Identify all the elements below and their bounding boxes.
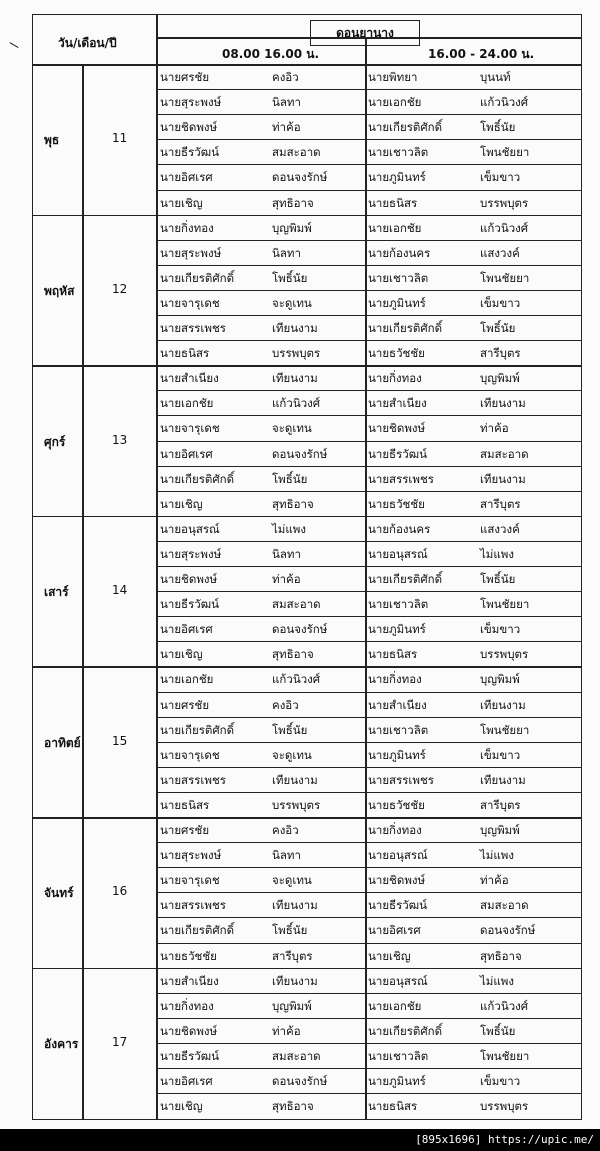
- staff-first-name: นายจารุเดช: [160, 295, 220, 310]
- staff-last-name: เทียนงาม: [272, 898, 318, 913]
- staff-first-name: นายเกียรติศักดิ์: [368, 120, 443, 135]
- staff-first-name: นายธนิสร: [368, 195, 418, 210]
- staff-last-name: จะดูเทน: [272, 295, 312, 310]
- row-line: [156, 867, 582, 868]
- staff-first-name: นายเชาวลิต: [368, 722, 429, 737]
- staff-first-name: นายเชิญ: [160, 647, 203, 662]
- staff-first-name: นายเกียรติศักดิ์: [160, 923, 235, 938]
- date-label: 16: [112, 884, 128, 899]
- staff-last-name: นิลทา: [272, 546, 301, 561]
- staff-last-name: ท่าค้อ: [480, 421, 509, 436]
- staff-last-name: สมสะอาด: [272, 145, 321, 160]
- staff-last-name: สมสะอาด: [272, 597, 321, 612]
- staff-last-name: ดอนจงรักษ์: [272, 170, 328, 185]
- staff-first-name: นายเชิญ: [160, 1099, 203, 1114]
- staff-last-name: โพธิ์นัย: [480, 1023, 516, 1038]
- staff-last-name: สารีบุตร: [480, 797, 521, 812]
- staff-last-name: จะดูเทน: [272, 421, 312, 436]
- staff-first-name: นายสำเนียง: [160, 973, 219, 988]
- staff-last-name: ดอนจงรักษ์: [272, 446, 328, 461]
- day-label: เสาร์: [44, 585, 69, 600]
- staff-last-name: แก้วนิวงศ์: [480, 95, 529, 110]
- staff-first-name: นายเอกชัย: [160, 396, 214, 411]
- day-label: ศุกร์: [44, 434, 66, 449]
- staff-first-name: นายชิดพงษ์: [160, 572, 218, 586]
- staff-first-name: นายสำเนียง: [368, 697, 427, 712]
- staff-first-name: นายเอกชัย: [160, 672, 214, 687]
- staff-first-name: นายศรชัย: [160, 697, 210, 712]
- staff-first-name: นายกิ่งทอง: [368, 371, 422, 386]
- row-line: [156, 842, 582, 843]
- staff-first-name: นายอนุสรณ์: [368, 848, 428, 863]
- staff-first-name: นายก้องนคร: [368, 245, 431, 260]
- staff-last-name: เทียนงาม: [272, 321, 318, 335]
- staff-first-name: นายภูมินทร์: [368, 622, 426, 637]
- staff-last-name: เทียนงาม: [272, 973, 318, 988]
- staff-first-name: นายสุระพงษ์: [160, 245, 222, 260]
- row-line: [156, 290, 582, 291]
- staff-last-name: จะดูเทน: [272, 873, 312, 888]
- staff-last-name: บรรพบุตร: [272, 797, 321, 812]
- staff-last-name: โพนชัยยา: [480, 722, 530, 737]
- staff-last-name: บรรพบุตร: [272, 346, 321, 361]
- staff-last-name: บุญพิมพ์: [272, 998, 312, 1013]
- staff-first-name: นายกิ่งทอง: [368, 672, 422, 687]
- staff-first-name: นายพิทยา: [368, 70, 418, 84]
- staff-last-name: เทียนงาม: [480, 772, 526, 787]
- staff-first-name: นายธนิสร: [368, 1099, 418, 1114]
- staff-last-name: โพธิ์นัย: [272, 722, 308, 737]
- row-line: [156, 89, 582, 90]
- staff-first-name: นายเอกชัย: [368, 95, 422, 110]
- row-line: [156, 566, 582, 567]
- row-line: [156, 390, 582, 391]
- row-line: [156, 591, 582, 592]
- staff-last-name: เข็มขาว: [480, 622, 521, 637]
- staff-last-name: แสงวงค์: [480, 245, 520, 260]
- staff-first-name: นายจารุเดช: [160, 873, 220, 888]
- date-label: 14: [112, 583, 128, 598]
- staff-first-name: นายภูมินทร์: [368, 170, 426, 185]
- staff-first-name: นายสรรเพชร: [368, 772, 434, 787]
- staff-first-name: นายเชาวลิต: [368, 145, 429, 160]
- staff-first-name: นายกิ่งทอง: [160, 998, 214, 1013]
- header-bottom-line: [32, 64, 582, 66]
- staff-first-name: นายศรชัย: [160, 70, 210, 84]
- shift2-header: 16.00 - 24.00 น.: [428, 47, 535, 61]
- day-label: พฤหัส: [44, 283, 75, 298]
- staff-last-name: แก้วนิวงศ์: [480, 998, 529, 1013]
- row-line: [156, 466, 582, 467]
- staff-last-name: เทียนงาม: [272, 772, 318, 787]
- staff-first-name: นายจารุเดช: [160, 747, 220, 762]
- staff-last-name: โพนชัยยา: [480, 1048, 530, 1063]
- staff-last-name: ดอนจงรักษ์: [480, 923, 536, 938]
- staff-first-name: นายธนิสร: [160, 346, 210, 361]
- day-label: อังคาร: [44, 1036, 79, 1051]
- staff-last-name: ไม่แพง: [480, 848, 514, 863]
- row-line: [156, 1043, 582, 1044]
- group-separator: [32, 666, 582, 668]
- staff-first-name: นายศรชัย: [160, 823, 210, 837]
- staff-last-name: แก้วนิวงศ์: [272, 672, 321, 687]
- shift1-header: 08.00 16.00 น.: [222, 47, 320, 61]
- staff-first-name: นายธวัชชัย: [368, 496, 425, 511]
- staff-first-name: นายเอกชัย: [368, 220, 422, 235]
- staff-first-name: นายภูมินทร์: [368, 295, 426, 310]
- location-title: ดอนยานาง: [310, 20, 420, 46]
- shift-divider: [365, 37, 367, 1120]
- staff-last-name: สุทธิอาจ: [272, 195, 314, 210]
- day-date-divider: [82, 64, 84, 1120]
- staff-last-name: โพธิ์นัย: [272, 923, 308, 938]
- staff-first-name: นายอนุสรณ์: [368, 546, 428, 561]
- staff-last-name: ท่าค้อ: [272, 572, 301, 586]
- staff-first-name: นายอิศเรศ: [160, 1074, 213, 1088]
- staff-last-name: นิลทา: [272, 245, 301, 260]
- staff-last-name: ท่าค้อ: [272, 1023, 301, 1038]
- staff-last-name: สารีบุตร: [272, 948, 313, 963]
- staff-last-name: ไม่แพง: [272, 521, 306, 536]
- date-label: 11: [112, 131, 128, 146]
- staff-first-name: นายเชิญ: [368, 948, 411, 963]
- day-label: จันทร์: [44, 886, 74, 901]
- staff-last-name: โพนชัยยา: [480, 270, 530, 285]
- staff-last-name: สารีบุตร: [480, 496, 521, 511]
- staff-last-name: แสงวงค์: [480, 521, 520, 536]
- staff-first-name: นายจารุเดช: [160, 421, 220, 436]
- staff-first-name: นายอิศเรศ: [160, 446, 213, 461]
- row-line: [156, 692, 582, 693]
- staff-last-name: บุญพิมพ์: [480, 371, 520, 386]
- row-line: [156, 240, 582, 241]
- date-label: 13: [112, 432, 128, 447]
- staff-last-name: นิลทา: [272, 95, 301, 110]
- staff-last-name: สมสะอาด: [272, 1048, 321, 1063]
- staff-first-name: นายเกียรติศักดิ์: [368, 572, 443, 586]
- staff-first-name: นายเชิญ: [160, 496, 203, 511]
- staff-first-name: นายสรรเพชร: [160, 898, 226, 913]
- staff-first-name: นายธนิสร: [368, 647, 418, 662]
- staff-last-name: บรรพบุตร: [480, 195, 529, 210]
- staff-last-name: โพธิ์นัย: [480, 321, 516, 335]
- row-line: [156, 164, 582, 165]
- staff-last-name: สารีบุตร: [480, 346, 521, 361]
- row-line: [156, 190, 582, 191]
- staff-first-name: นายเอกชัย: [368, 998, 422, 1013]
- staff-first-name: นายธวัชชัย: [160, 948, 217, 963]
- column-header-date: วัน/เดือน/ปี: [58, 36, 117, 50]
- group-separator: [32, 365, 582, 367]
- row-line: [156, 1018, 582, 1019]
- staff-first-name: นายเกียรติศักดิ์: [368, 321, 443, 335]
- day-label: พุธ: [44, 133, 60, 148]
- staff-last-name: บุนนท์: [480, 70, 511, 84]
- staff-last-name: บุญพิมพ์: [480, 823, 520, 837]
- staff-last-name: ดอนจงรักษ์: [272, 1074, 328, 1088]
- row-line: [156, 491, 582, 492]
- staff-first-name: นายเชาวลิต: [368, 270, 429, 285]
- staff-first-name: นายสรรเพชร: [368, 471, 434, 486]
- staff-last-name: เข็มขาว: [480, 1074, 521, 1088]
- staff-first-name: นายธวัชชัย: [368, 797, 425, 812]
- group-separator: [32, 516, 582, 518]
- row-line: [156, 541, 582, 542]
- row-line: [156, 114, 582, 115]
- row-line: [156, 441, 582, 442]
- group-separator: [32, 215, 582, 217]
- row-line: [156, 943, 582, 944]
- row-line: [156, 641, 582, 642]
- row-line: [156, 993, 582, 994]
- staff-first-name: นายธีรวัฒน์: [160, 1048, 219, 1063]
- row-line: [156, 717, 582, 718]
- row-line: [156, 139, 582, 140]
- staff-last-name: โพธิ์นัย: [480, 572, 516, 586]
- staff-first-name: นายภูมินทร์: [368, 747, 426, 762]
- staff-first-name: นายชิดพงษ์: [160, 120, 218, 135]
- staff-last-name: แก้วนิวงศ์: [480, 220, 529, 235]
- group-separator: [32, 968, 582, 970]
- staff-first-name: นายชิดพงษ์: [368, 421, 426, 436]
- staff-last-name: บรรพบุตร: [480, 1099, 529, 1114]
- document-page: วัน/เดือน/ปี ดอนยานาง 08.00 16.00 น. 16.00 - 24.00 น. พุธ 11 นายศรชัย คงอิว นายพิทยา บุนนท์ นายสุระพงษ์ นิลทา นายเอกชัย แก้วนิวงศ์ นายชิดพงษ์ ท่าค้อ นายเกียรติศักดิ์ โพธิ์นัย นายธีรวัฒน์ สมสะอาด นายเชาวลิต โพนชัยยา นายอิศเรศ ดอนจงรักษ์ นายภูมินทร์ เข็มขาว นายเชิญ สุทธิอาจ นายธนิสร บรรพบุตร พฤหัส 12 นายกิ่งทอง บุญพิมพ์ นายเอกชัย แก้วนิวงศ์ นายสุระพงษ์ นิลทา นายก้องนคร แสงวงค์ นายเกียรติศักดิ์ โพธิ์นัย นายเชาวลิต โพนชัยยา นายจารุเดช จะดูเทน นายภูมินทร์ เข็มขาว นายสรรเพชร เทียนงาม นายเกียรติศักดิ์ โพธิ์นัย นายธนิสร บรรพบุตร นายธวัชชัย สารีบุตร ศุกร์ 13 นายสำเนียง เทียนงาม นายกิ่งทอง บุญพิมพ์ นายเอกชัย แก้วนิวงศ์ นายสำเนียง เทียนงาม นายจารุเดช จะดูเทน นายชิดพงษ์ ท่าค้อ นายอิศเรศ ดอนจงรักษ์ นายธีรวัฒน์ สมสะอาด นายเกียรติศักดิ์ โพธิ์นัย นายสรรเพชร เทียนงาม นายเชิญ สุทธิอาจ นายธวัชชัย สารีบุตร เสาร์ 14 นายอนุสรณ์ ไม่แพง นายก้องนคร แสงวงค์ นายสุระพงษ์ นิลทา นายอนุสรณ์ ไม่แพง นายชิดพงษ์ ท่าค้อ นายเกียรติศักดิ์ โพธิ์นัย นายธีรวัฒน์ สมสะอาด นายเชาวลิต โพนชัยยา นายอิศเรศ ดอนจงรักษ์ นายภูมินทร์ เข็มขาว นายเชิญ สุทธิอาจ นายธนิสร บรรพบุตร อาทิตย์ 15 นายเอกชัย แก้วนิวงศ์ นายกิ่งทอง บุญพิมพ์ นายศรชัย คงอิว นายสำเนียง เทียนงาม นายเกียรติศักดิ์ โพธิ์นัย นายเชาวลิต โพนชัยยา นายจารุเดช จะดูเทน นายภูมินทร์ เข็มขาว นายสรรเพชร เทียนงาม นายสรรเพชร เทียนงาม นายธนิสร บรรพบุตร นายธวัชชัย สารีบุตร จันทร์ 16 นายศรชัย คงอิว นายกิ่งทอง บุญพิมพ์ นายสุระพงษ์ นิลทา นายอนุสรณ์ ไม่แพง นายจารุเดช จะดูเทน นายชิดพงษ์ ท่าค้อ นายสรรเพชร เทียนงาม นายธีรวัฒน์ สมสะอาด นายเกียรติศักดิ์ โพธิ์นัย นายอิศเรศ ดอนจงรักษ์ นายธวัชชัย สารีบุตร นายเชิญ สุทธิอาจ อังคาร 17 นายสำเนียง เทียนงาม นายอนุสรณ์ ไม่แพง นายกิ่งทอง บุญพิมพ์ นายเอกชัย แก้วนิวงศ์ นายชิดพงษ์ ท่าค้อ นายเกียรติศักดิ์ โพธิ์นัย นายธีรวัฒน์ สมสะอาด นายเชาวลิต โพนชัยยา นายอิศเรศ ดอนจงรักษ์ นายภูมินทร์ เข็มขาว นายเชิญ สุทธิอาจ นายธนิสร บรรพบุตร [895x1696] https://upic.me/: [0, 0, 600, 1129]
- staff-last-name: สุทธิอาจ: [272, 496, 314, 511]
- staff-last-name: โพธิ์นัย: [272, 471, 308, 486]
- staff-last-name: จะดูเทน: [272, 747, 312, 762]
- staff-first-name: นายธวัชชัย: [368, 346, 425, 361]
- staff-first-name: นายกิ่งทอง: [160, 220, 214, 235]
- row-line: [156, 616, 582, 617]
- staff-last-name: ดอนจงรักษ์: [272, 622, 328, 637]
- staff-first-name: นายเกียรติศักดิ์: [368, 1023, 443, 1038]
- staff-first-name: นายชิดพงษ์: [160, 1023, 218, 1038]
- staff-first-name: นายเกียรติศักดิ์: [160, 722, 235, 737]
- row-line: [156, 892, 582, 893]
- staff-last-name: บุญพิมพ์: [480, 672, 520, 687]
- day-label: อาทิตย์: [44, 735, 81, 750]
- staff-last-name: คงอิว: [272, 70, 299, 84]
- header-divider: [156, 14, 158, 1120]
- staff-last-name: ไม่แพง: [480, 973, 514, 988]
- staff-last-name: เทียนงาม: [480, 396, 526, 411]
- staff-first-name: นายสำเนียง: [160, 371, 219, 386]
- staff-first-name: นายเกียรติศักดิ์: [160, 270, 235, 285]
- staff-first-name: นายอิศเรศ: [160, 622, 213, 637]
- staff-first-name: นายธีรวัฒน์: [368, 446, 427, 461]
- staff-last-name: คงอิว: [272, 697, 299, 712]
- date-label: 12: [112, 281, 128, 296]
- staff-first-name: นายก้องนคร: [368, 521, 431, 536]
- staff-first-name: นายธีรวัฒน์: [368, 898, 427, 913]
- staff-first-name: นายธีรวัฒน์: [160, 597, 219, 612]
- row-line: [156, 917, 582, 918]
- staff-last-name: บรรพบุตร: [480, 647, 529, 662]
- row-line: [156, 742, 582, 743]
- staff-first-name: นายสุระพงษ์: [160, 546, 222, 561]
- staff-last-name: โพนชัยยา: [480, 597, 530, 612]
- staff-last-name: คงอิว: [272, 823, 299, 837]
- staff-last-name: สุทธิอาจ: [480, 948, 522, 963]
- staff-last-name: เทียนงาม: [480, 471, 526, 486]
- staff-first-name: นายอนุสรณ์: [368, 973, 428, 988]
- staff-last-name: นิลทา: [272, 848, 301, 863]
- staff-last-name: เข็มขาว: [480, 295, 521, 310]
- staff-first-name: นายเกียรติศักดิ์: [160, 471, 235, 486]
- staff-last-name: สุทธิอาจ: [272, 1099, 314, 1114]
- staff-last-name: ไม่แพง: [480, 546, 514, 561]
- staff-first-name: นายสุระพงษ์: [160, 95, 222, 110]
- group-separator: [32, 817, 582, 819]
- row-line: [156, 1068, 582, 1069]
- date-label: 17: [112, 1034, 128, 1049]
- staff-first-name: นายภูมินทร์: [368, 1074, 426, 1088]
- staff-last-name: เทียนงาม: [272, 371, 318, 386]
- staff-first-name: นายธีรวัฒน์: [160, 145, 219, 160]
- staff-first-name: นายสรรเพชร: [160, 321, 226, 335]
- staff-last-name: สมสะอาด: [480, 446, 529, 461]
- staff-last-name: สุทธิอาจ: [272, 647, 314, 662]
- staff-last-name: ท่าค้อ: [480, 873, 509, 888]
- staff-last-name: ท่าค้อ: [272, 120, 301, 135]
- row-line: [156, 1093, 582, 1094]
- staff-first-name: นายสรรเพชร: [160, 772, 226, 787]
- staff-first-name: นายธนิสร: [160, 797, 210, 812]
- staff-last-name: บุญพิมพ์: [272, 220, 312, 235]
- staff-first-name: นายกิ่งทอง: [368, 823, 422, 837]
- row-line: [156, 767, 582, 768]
- row-line: [156, 415, 582, 416]
- staff-last-name: แก้วนิวงศ์: [272, 396, 321, 411]
- staff-first-name: นายเชาวลิต: [368, 597, 429, 612]
- pen-mark: [9, 30, 25, 48]
- staff-last-name: สมสะอาด: [480, 898, 529, 913]
- staff-first-name: นายสำเนียง: [368, 396, 427, 411]
- row-line: [156, 792, 582, 793]
- row-line: [156, 340, 582, 341]
- staff-last-name: เข็มขาว: [480, 170, 521, 185]
- staff-first-name: นายอิศเรศ: [368, 923, 421, 938]
- row-line: [156, 315, 582, 316]
- staff-last-name: โพนชัยยา: [480, 145, 530, 160]
- staff-first-name: นายเชาวลิต: [368, 1048, 429, 1063]
- staff-first-name: นายชิดพงษ์: [368, 873, 426, 888]
- staff-last-name: เข็มขาว: [480, 747, 521, 762]
- staff-first-name: นายอนุสรณ์: [160, 521, 220, 536]
- date-label: 15: [112, 733, 128, 748]
- staff-first-name: นายอิศเรศ: [160, 170, 213, 185]
- staff-last-name: โพธิ์นัย: [272, 270, 308, 285]
- staff-last-name: โพธิ์นัย: [480, 120, 516, 135]
- staff-first-name: นายเชิญ: [160, 195, 203, 210]
- staff-first-name: นายสุระพงษ์: [160, 848, 222, 863]
- row-line: [156, 265, 582, 266]
- staff-last-name: เทียนงาม: [480, 697, 526, 712]
